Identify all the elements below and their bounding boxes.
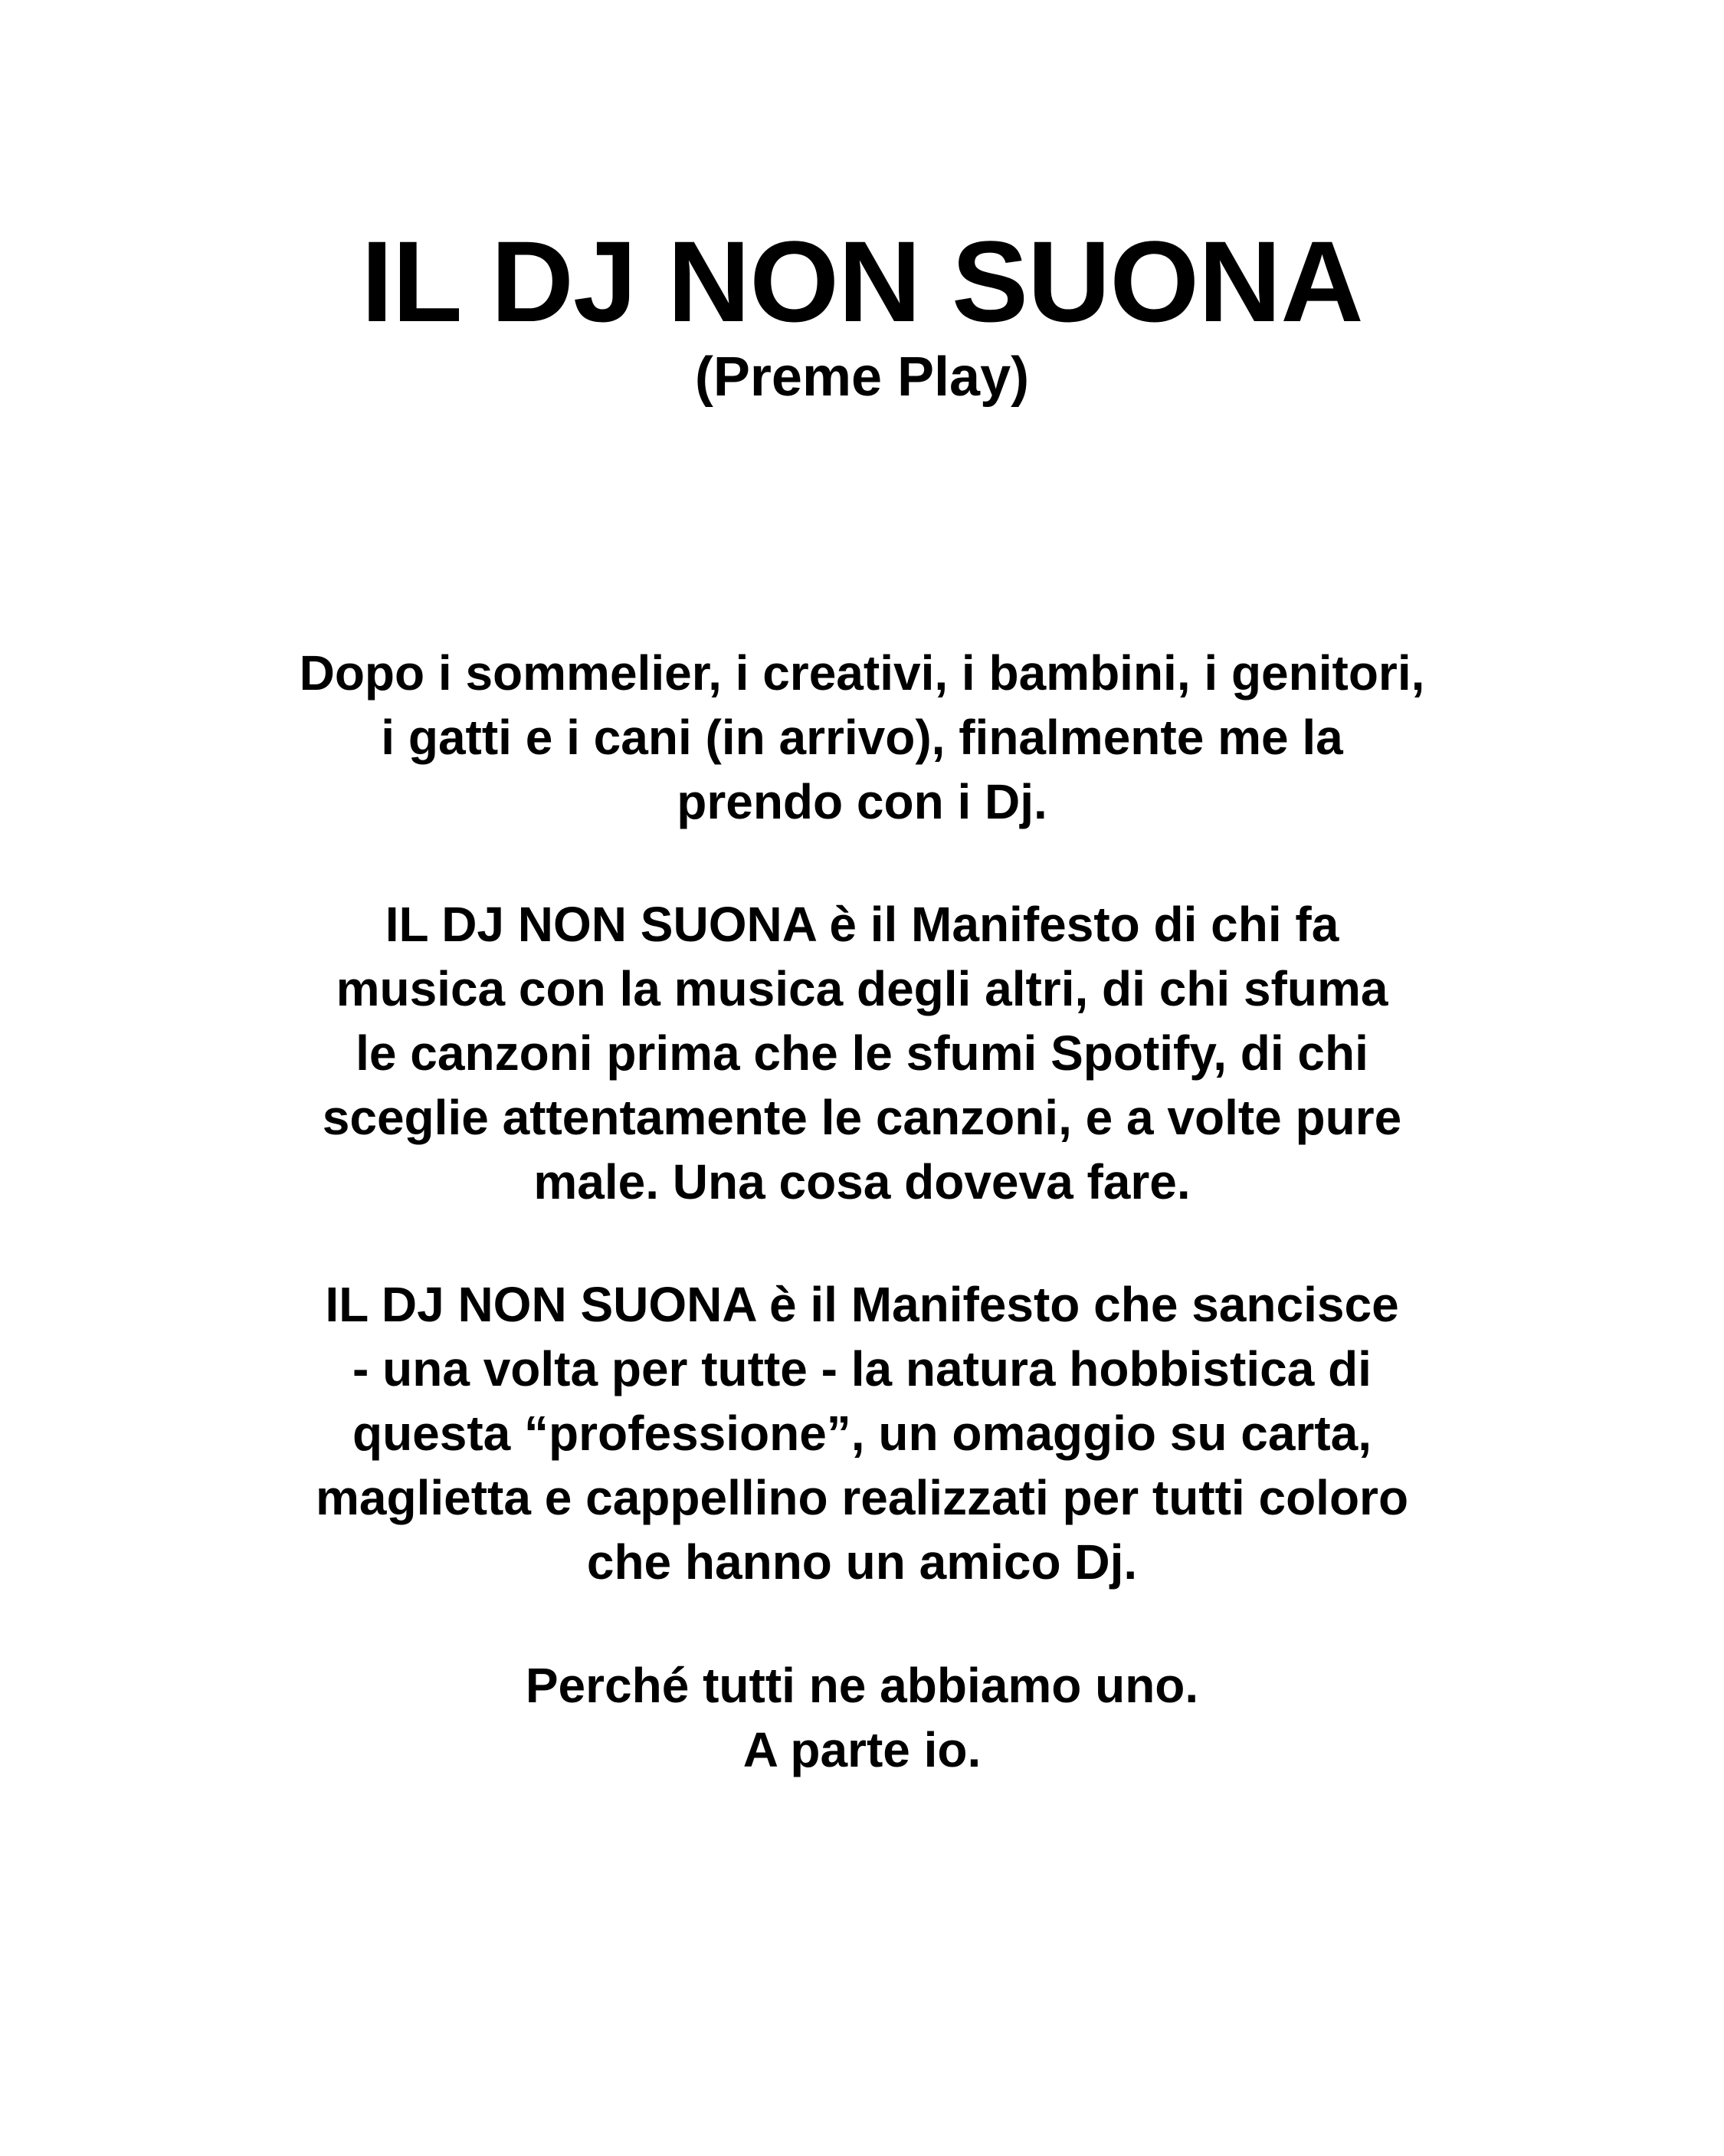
paragraph-line: musica con la musica degli altri, di chi sfuma [336,961,1388,1016]
paragraph-line: Perché tutti ne abbiamo uno. [525,1658,1199,1713]
paragraph-line: Dopo i sommelier, i creativi, i bambini, i genitori, [299,645,1425,701]
closing-paragraph [172,1653,1552,1782]
paragraph-line: IL DJ NON SUONA è il Manifesto di chi fa [385,897,1339,952]
paragraph-line: male. Una cosa doveva fare. [533,1154,1191,1209]
page-title: IL DJ NON SUONA [361,217,1363,346]
paragraph-line: A parte io. [742,1722,982,1777]
paragraph-line: questa “professione”, un omaggio su carta, [352,1406,1372,1461]
paragraph-line: maglietta e cappellino realizzati per tutti coloro [315,1470,1409,1525]
paragraph-line: sceglie attentamente le canzoni, e a volte pure [322,1090,1402,1145]
manifesto-paragraph-2 [172,1272,1552,1594]
intro-paragraph [172,641,1552,834]
paragraph-line: i gatti e i cani (in arrivo), finalmente me la [381,710,1343,765]
manifesto-paragraph-1 [172,892,1552,1214]
paragraph-line: prendo con i Dj. [677,774,1047,829]
paragraph-line: - una volta per tutte - la natura hobbistica di [352,1341,1372,1396]
paragraph-line: le canzoni prima che le sfumi Spotify, di chi [356,1025,1368,1081]
paragraph-line: IL DJ NON SUONA è il Manifesto che sancisce [325,1277,1399,1332]
page-subtitle: (Preme Play) [694,346,1030,408]
paragraph-line: che hanno un amico Dj. [586,1534,1138,1590]
